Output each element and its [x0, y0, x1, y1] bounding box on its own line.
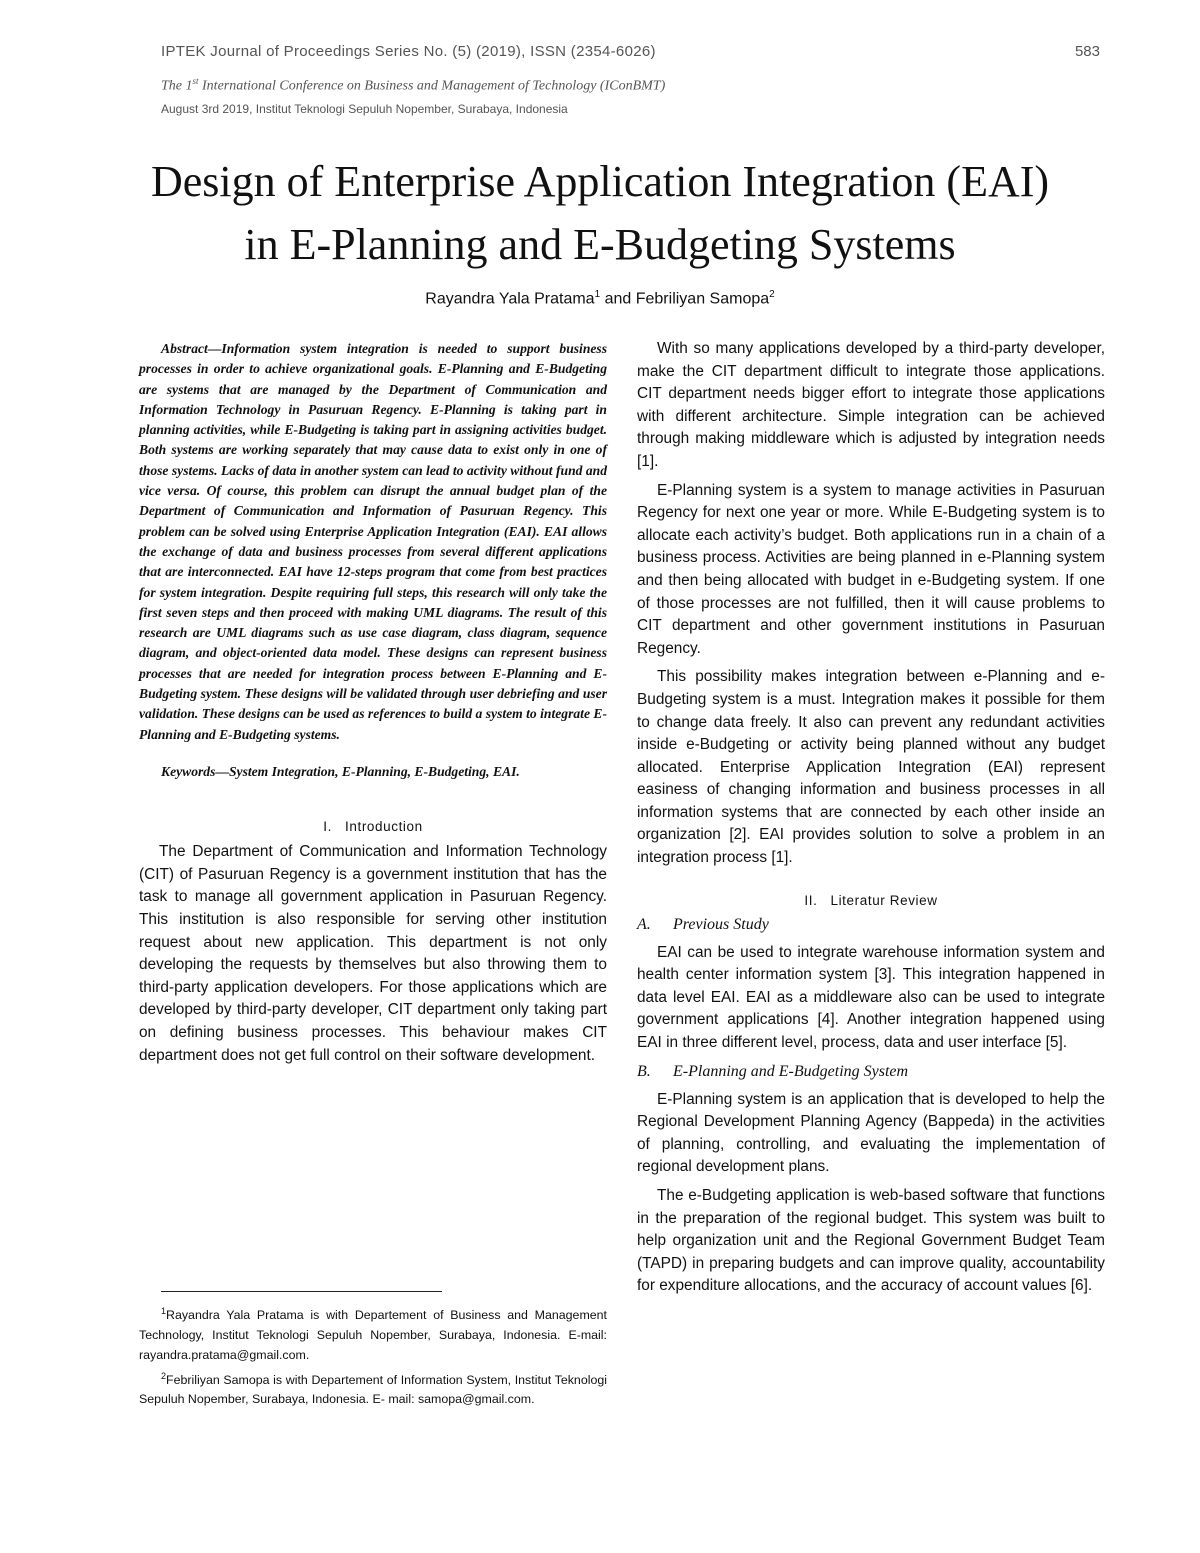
eplanning-paragraph: E-Planning system is an application that is developed to help the Regional Development Planning Agency (Bappeda) in the activities of planning, controlling, and evaluating the implementation of regional development plans. — [637, 1090, 1105, 1176]
author-1: Rayandra Yala Pratama — [425, 290, 595, 308]
subsection-a-title: Previous Study — [673, 915, 769, 933]
footnote-rule — [161, 1291, 442, 1292]
conference-pre: The 1 — [161, 78, 193, 94]
author-2: Febriliyan Samopa — [635, 290, 770, 308]
footnote-2 — [139, 1367, 607, 1411]
footnote-1-text: Rayandra Yala Pratama is with Departement of Business and Management Technology, Institut Teknologi Sepuluh Nopember, Surabaya, Indonesia. E-mail: rayandra.pratama@gmail.com. — [139, 1308, 607, 1362]
abstract-heading: Abstract — [161, 341, 208, 356]
footnote-1-sup: 1 — [161, 1306, 167, 1316]
keywords: Keywords—System Integration, E-Planning, E-Budgeting, EAI. — [161, 763, 520, 779]
author-1-sup: 1 — [594, 289, 601, 300]
footnotes — [139, 1302, 607, 1410]
intro-paragraph-4: This possibility makes integration between e-Planning and e-Budgeting system is a must. Integration makes it possible for them to change data freely. It also can prevent any redundant activities inside e-Budgeting or activity being planned without any budget allocated. Enterprise Application Integration (EAI) represent easiness of changing information and business processes in all information systems that are connected by each other inside an organization [2]. EAI provides solution to solve a problem in an integration process [1]. — [637, 668, 1105, 867]
running-header-conference — [161, 76, 665, 95]
intro-paragraph-1: The Department of Communication and Information Technology (CIT) of Pasuruan Regency is a government institution that has the task to manage all government application in Pasuruan Regency. This institution is also responsible for serving other institution request about new application. This department is not only developing the requests by themselves but also throwing them to third-party application developers. For those applications which are developed by third-party developer, CIT department only taking part on defining business processes. This behaviour makes CIT department does not get full control on their software development. — [139, 843, 607, 1064]
footnote-1 — [139, 1302, 607, 1366]
conference-sup: st — [192, 76, 199, 86]
right-column — [637, 338, 1105, 1304]
author-2-sup: 2 — [769, 289, 775, 300]
subsection-a-label: A. — [637, 915, 651, 933]
page-number: 583 — [1074, 43, 1100, 60]
running-header-journal: IPTEK Journal of Proceedings Series No. (5) (2019), ISSN (2354-6026) — [161, 43, 656, 60]
conference-post: International Conference on Business and Management of Technology (IConBMT) — [198, 78, 666, 94]
paper-title — [60, 150, 1140, 276]
authors-line — [0, 289, 1200, 308]
intro-paragraph-3: E-Planning system is a system to manage activities in Pasuruan Regency for next one year or more. While E-Budgeting system is to allocate each activity’s budget. Both applications run in a chain of a business process. Activities are being planned in e-Planning system and then being allocated with budget in e-Budgeting system. If one of those processes are not fulfilled, then it will cause problems to CIT department and other government institutions in Pasuruan Regency. — [637, 481, 1105, 657]
footnote-2-sup: 2 — [161, 1370, 167, 1381]
subsection-heading-eplanning-ebudgeting — [637, 1063, 1105, 1081]
intro-paragraph-2: With so many applications developed by a third-party developer, make the CIT department difficult to integrate those applications. CIT department needs bigger effort to integrate those applications with different architecture. Simple integration can be achieved through making middleware which is adjusted by integration needs [1]. — [637, 340, 1105, 470]
title-line-2: in E-Planning and E-Budgeting Systems — [244, 220, 956, 269]
authors-and: and — [600, 290, 636, 308]
running-header-date: August 3rd 2019, Institut Teknologi Sepuluh Nopember, Surabaya, Indonesia — [161, 102, 568, 116]
ebudgeting-paragraph: The e-Budgeting application is web-based software that functions in the preparation of the regional budget. This system was built to help organization unit and the Regional Government Budget Team (TAPD) in preparing budgets and can improve quality, accountability for expenditure allocations, and the accuracy of account values [6]. — [637, 1187, 1105, 1295]
section-heading-literature-review: II. Literatur Review — [804, 892, 938, 908]
left-column — [139, 339, 607, 1073]
abstract-text: —Information system integration is needed to support business processes in order to achieve organizational goals. E-Planning and E-Budgeting are systems that are managed by the Department of Communication and Information Technology in Pasuruan Regency. E-Planning is taking part in planning activities, while E-Budgeting is taking part in assigning activities budget. Both systems are working separately that may cause data to exist only in one of those systems. Lacks of data in another system can lead to activity without fund and vice versa. Of course, this problem can disrupt the annual budget plan of the Department of Communication and Information of Pasuruan Regency. This problem can be solved using Enterprise Application Integration (EAI). EAI allows the exchange of data and business processes from several different applications that are interconnected. EAI have 12-steps program that come from best practices for system integration. Despite requiring full steps, this research will only take the first seven steps and then proceed with making UML diagrams. The result of this research are UML diagrams such as use case diagram, class diagram, sequence diagram, and object-oriented data model. These designs can represent business processes that are needed for integration process between E-Planning and E-Budgeting system. These designs will be validated through user debriefing and user validation. These designs can be used as references to build a system to integrate E-Planning and E-Budgeting systems. — [139, 341, 607, 742]
subsection-heading-previous-study — [637, 916, 1105, 934]
abstract — [139, 339, 607, 745]
subsection-b-title: E-Planning and E-Budgeting System — [673, 1062, 909, 1080]
title-line-1: Design of Enterprise Application Integration (EAI) — [150, 157, 1050, 206]
previous-study-paragraph: EAI can be used to integrate warehouse information system and health center information system [3]. This integration happened in data level EAI. EAI as a middleware also can be used to integrate government applications [4]. Another integration happened using EAI in three different level, process, data and user interface [5]. — [637, 943, 1105, 1052]
subsection-b-label: B. — [637, 1062, 651, 1080]
section-heading-introduction: I. Introduction — [323, 819, 423, 835]
footnote-2-text: Febriliyan Samopa is with Departement of Information System, Institut Teknologi Sepuluh Nopember, Surabaya, Indonesia. E- mail: samopa@gmail.com. — [139, 1372, 607, 1407]
